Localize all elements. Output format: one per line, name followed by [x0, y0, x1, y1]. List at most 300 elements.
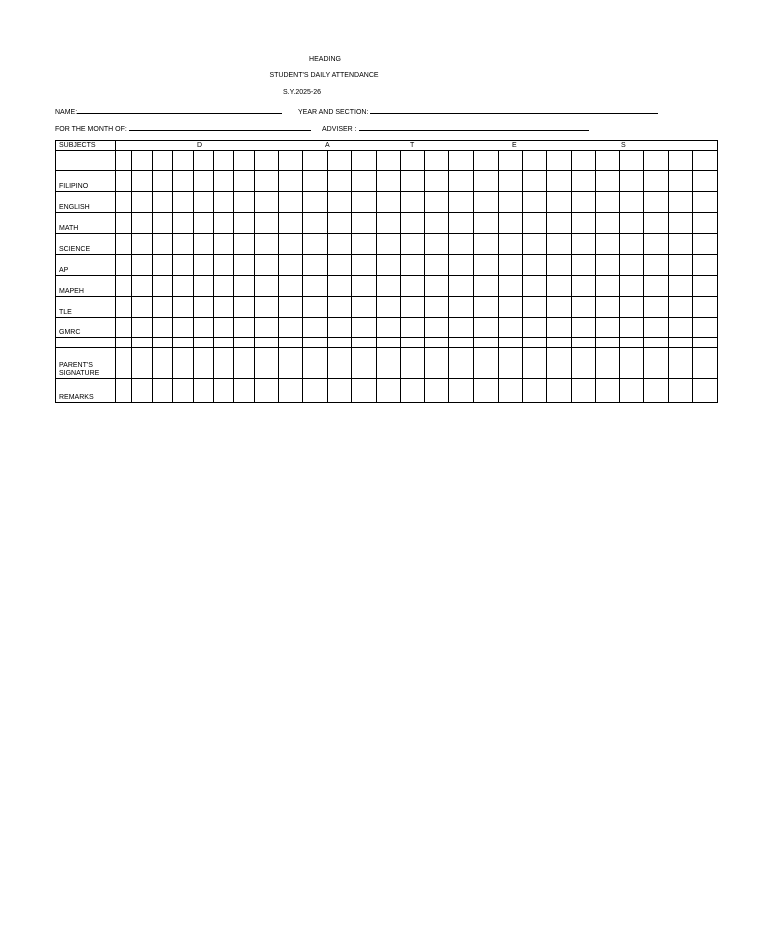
- attendance-cell[interactable]: [669, 255, 693, 276]
- attendance-cell[interactable]: [572, 151, 596, 171]
- attendance-cell[interactable]: [255, 348, 279, 379]
- attendance-cell[interactable]: [153, 318, 173, 338]
- attendance-cell[interactable]: [279, 255, 303, 276]
- attendance-cell[interactable]: [499, 213, 523, 234]
- attendance-cell[interactable]: [693, 276, 718, 297]
- attendance-cell[interactable]: [523, 171, 547, 192]
- attendance-cell[interactable]: [377, 213, 401, 234]
- attendance-cell[interactable]: [116, 297, 132, 318]
- attendance-cell[interactable]: [303, 297, 328, 318]
- attendance-cell[interactable]: [132, 348, 153, 379]
- attendance-cell[interactable]: [279, 213, 303, 234]
- attendance-cell[interactable]: [234, 151, 255, 171]
- attendance-cell[interactable]: [596, 276, 620, 297]
- attendance-cell[interactable]: [572, 255, 596, 276]
- attendance-cell[interactable]: [547, 318, 572, 338]
- attendance-cell[interactable]: [132, 338, 153, 348]
- attendance-cell[interactable]: [669, 276, 693, 297]
- attendance-cell[interactable]: [425, 151, 449, 171]
- attendance-cell[interactable]: [449, 318, 474, 338]
- attendance-cell[interactable]: [234, 276, 255, 297]
- attendance-cell[interactable]: [279, 379, 303, 403]
- attendance-cell[interactable]: [572, 276, 596, 297]
- attendance-cell[interactable]: [474, 234, 499, 255]
- attendance-cell[interactable]: [279, 276, 303, 297]
- attendance-cell[interactable]: [255, 297, 279, 318]
- attendance-cell[interactable]: [547, 151, 572, 171]
- attendance-cell[interactable]: [620, 318, 644, 338]
- attendance-cell[interactable]: [499, 276, 523, 297]
- attendance-cell[interactable]: [173, 338, 194, 348]
- attendance-cell[interactable]: [572, 297, 596, 318]
- attendance-cell[interactable]: [620, 213, 644, 234]
- attendance-cell[interactable]: [401, 213, 425, 234]
- attendance-cell[interactable]: [523, 379, 547, 403]
- attendance-cell[interactable]: [153, 348, 173, 379]
- attendance-cell[interactable]: [644, 297, 669, 318]
- attendance-cell[interactable]: [401, 192, 425, 213]
- attendance-cell[interactable]: [596, 318, 620, 338]
- attendance-cell[interactable]: [153, 171, 173, 192]
- attendance-cell[interactable]: [255, 192, 279, 213]
- attendance-cell[interactable]: [449, 192, 474, 213]
- attendance-cell[interactable]: [401, 338, 425, 348]
- attendance-cell[interactable]: [693, 338, 718, 348]
- attendance-cell[interactable]: [644, 379, 669, 403]
- attendance-cell[interactable]: [214, 348, 234, 379]
- attendance-cell[interactable]: [279, 192, 303, 213]
- attendance-cell[interactable]: [547, 192, 572, 213]
- attendance-cell[interactable]: [596, 213, 620, 234]
- attendance-cell[interactable]: [194, 318, 214, 338]
- attendance-cell[interactable]: [352, 318, 377, 338]
- attendance-cell[interactable]: [173, 213, 194, 234]
- attendance-cell[interactable]: [116, 348, 132, 379]
- attendance-cell[interactable]: [523, 234, 547, 255]
- attendance-cell[interactable]: [377, 297, 401, 318]
- attendance-cell[interactable]: [328, 348, 352, 379]
- attendance-cell[interactable]: [214, 255, 234, 276]
- attendance-cell[interactable]: [153, 276, 173, 297]
- attendance-cell[interactable]: [693, 348, 718, 379]
- attendance-cell[interactable]: [449, 297, 474, 318]
- attendance-cell[interactable]: [474, 338, 499, 348]
- attendance-cell[interactable]: [547, 297, 572, 318]
- attendance-cell[interactable]: [669, 348, 693, 379]
- attendance-cell[interactable]: [523, 318, 547, 338]
- attendance-cell[interactable]: [303, 255, 328, 276]
- attendance-cell[interactable]: [401, 297, 425, 318]
- attendance-cell[interactable]: [499, 318, 523, 338]
- attendance-cell[interactable]: [234, 379, 255, 403]
- attendance-cell[interactable]: [116, 192, 132, 213]
- attendance-cell[interactable]: [194, 255, 214, 276]
- attendance-cell[interactable]: [547, 171, 572, 192]
- attendance-cell[interactable]: [328, 234, 352, 255]
- attendance-cell[interactable]: [116, 234, 132, 255]
- attendance-cell[interactable]: [669, 318, 693, 338]
- attendance-cell[interactable]: [620, 379, 644, 403]
- attendance-cell[interactable]: [303, 234, 328, 255]
- attendance-cell[interactable]: [693, 151, 718, 171]
- attendance-cell[interactable]: [132, 192, 153, 213]
- attendance-cell[interactable]: [596, 171, 620, 192]
- attendance-cell[interactable]: [279, 338, 303, 348]
- attendance-cell[interactable]: [194, 297, 214, 318]
- attendance-cell[interactable]: [644, 151, 669, 171]
- attendance-cell[interactable]: [425, 234, 449, 255]
- attendance-cell[interactable]: [474, 171, 499, 192]
- attendance-cell[interactable]: [474, 297, 499, 318]
- attendance-cell[interactable]: [255, 379, 279, 403]
- attendance-cell[interactable]: [116, 151, 132, 171]
- attendance-cell[interactable]: [328, 171, 352, 192]
- attendance-cell[interactable]: [214, 297, 234, 318]
- attendance-cell[interactable]: [547, 379, 572, 403]
- attendance-cell[interactable]: [547, 234, 572, 255]
- attendance-cell[interactable]: [523, 192, 547, 213]
- attendance-cell[interactable]: [425, 171, 449, 192]
- attendance-cell[interactable]: [572, 379, 596, 403]
- attendance-cell[interactable]: [644, 192, 669, 213]
- attendance-cell[interactable]: [401, 171, 425, 192]
- attendance-cell[interactable]: [303, 276, 328, 297]
- attendance-cell[interactable]: [596, 297, 620, 318]
- attendance-cell[interactable]: [425, 255, 449, 276]
- attendance-cell[interactable]: [328, 318, 352, 338]
- attendance-cell[interactable]: [377, 338, 401, 348]
- attendance-cell[interactable]: [499, 348, 523, 379]
- attendance-cell[interactable]: [194, 171, 214, 192]
- attendance-cell[interactable]: [499, 234, 523, 255]
- attendance-cell[interactable]: [425, 379, 449, 403]
- attendance-cell[interactable]: [620, 338, 644, 348]
- attendance-cell[interactable]: [303, 151, 328, 171]
- attendance-cell[interactable]: [547, 213, 572, 234]
- attendance-cell[interactable]: [669, 213, 693, 234]
- attendance-cell[interactable]: [693, 171, 718, 192]
- attendance-cell[interactable]: [194, 348, 214, 379]
- attendance-cell[interactable]: [255, 255, 279, 276]
- attendance-cell[interactable]: [425, 276, 449, 297]
- adviser-blank[interactable]: [359, 124, 589, 131]
- attendance-cell[interactable]: [153, 192, 173, 213]
- attendance-cell[interactable]: [173, 348, 194, 379]
- attendance-cell[interactable]: [499, 192, 523, 213]
- attendance-cell[interactable]: [596, 338, 620, 348]
- attendance-cell[interactable]: [116, 318, 132, 338]
- attendance-cell[interactable]: [279, 234, 303, 255]
- attendance-cell[interactable]: [352, 171, 377, 192]
- attendance-cell[interactable]: [596, 379, 620, 403]
- attendance-cell[interactable]: [132, 151, 153, 171]
- attendance-cell[interactable]: [303, 192, 328, 213]
- attendance-cell[interactable]: [132, 297, 153, 318]
- attendance-cell[interactable]: [116, 213, 132, 234]
- attendance-cell[interactable]: [132, 234, 153, 255]
- attendance-cell[interactable]: [547, 255, 572, 276]
- attendance-cell[interactable]: [328, 255, 352, 276]
- attendance-cell[interactable]: [116, 255, 132, 276]
- attendance-cell[interactable]: [644, 171, 669, 192]
- attendance-cell[interactable]: [449, 255, 474, 276]
- attendance-cell[interactable]: [303, 379, 328, 403]
- attendance-cell[interactable]: [425, 318, 449, 338]
- attendance-cell[interactable]: [669, 338, 693, 348]
- attendance-cell[interactable]: [449, 348, 474, 379]
- attendance-cell[interactable]: [572, 348, 596, 379]
- attendance-cell[interactable]: [401, 255, 425, 276]
- attendance-cell[interactable]: [255, 234, 279, 255]
- attendance-cell[interactable]: [153, 297, 173, 318]
- attendance-cell[interactable]: [523, 348, 547, 379]
- attendance-cell[interactable]: [693, 213, 718, 234]
- attendance-cell[interactable]: [214, 192, 234, 213]
- attendance-cell[interactable]: [523, 151, 547, 171]
- attendance-cell[interactable]: [328, 338, 352, 348]
- attendance-cell[interactable]: [214, 338, 234, 348]
- attendance-cell[interactable]: [132, 379, 153, 403]
- attendance-cell[interactable]: [234, 213, 255, 234]
- attendance-cell[interactable]: [572, 234, 596, 255]
- attendance-cell[interactable]: [214, 276, 234, 297]
- attendance-cell[interactable]: [352, 297, 377, 318]
- attendance-cell[interactable]: [377, 151, 401, 171]
- attendance-cell[interactable]: [644, 276, 669, 297]
- attendance-cell[interactable]: [352, 255, 377, 276]
- attendance-cell[interactable]: [669, 171, 693, 192]
- attendance-cell[interactable]: [644, 213, 669, 234]
- attendance-cell[interactable]: [499, 151, 523, 171]
- attendance-cell[interactable]: [153, 379, 173, 403]
- attendance-cell[interactable]: [669, 297, 693, 318]
- attendance-cell[interactable]: [279, 297, 303, 318]
- attendance-cell[interactable]: [328, 192, 352, 213]
- attendance-cell[interactable]: [669, 151, 693, 171]
- attendance-cell[interactable]: [693, 192, 718, 213]
- attendance-cell[interactable]: [425, 297, 449, 318]
- attendance-cell[interactable]: [328, 213, 352, 234]
- attendance-cell[interactable]: [303, 213, 328, 234]
- attendance-cell[interactable]: [596, 234, 620, 255]
- attendance-cell[interactable]: [620, 192, 644, 213]
- attendance-cell[interactable]: [352, 379, 377, 403]
- attendance-cell[interactable]: [132, 255, 153, 276]
- attendance-cell[interactable]: [644, 318, 669, 338]
- attendance-cell[interactable]: [255, 151, 279, 171]
- attendance-cell[interactable]: [173, 151, 194, 171]
- attendance-cell[interactable]: [352, 234, 377, 255]
- attendance-cell[interactable]: [352, 151, 377, 171]
- attendance-cell[interactable]: [449, 234, 474, 255]
- attendance-cell[interactable]: [194, 338, 214, 348]
- attendance-cell[interactable]: [116, 338, 132, 348]
- attendance-cell[interactable]: [377, 318, 401, 338]
- attendance-cell[interactable]: [523, 297, 547, 318]
- attendance-cell[interactable]: [425, 348, 449, 379]
- attendance-cell[interactable]: [401, 318, 425, 338]
- attendance-cell[interactable]: [499, 338, 523, 348]
- attendance-cell[interactable]: [173, 297, 194, 318]
- attendance-cell[interactable]: [547, 348, 572, 379]
- attendance-cell[interactable]: [474, 276, 499, 297]
- attendance-cell[interactable]: [377, 276, 401, 297]
- attendance-cell[interactable]: [214, 234, 234, 255]
- attendance-cell[interactable]: [596, 192, 620, 213]
- attendance-cell[interactable]: [620, 255, 644, 276]
- attendance-cell[interactable]: [474, 379, 499, 403]
- attendance-cell[interactable]: [214, 151, 234, 171]
- attendance-cell[interactable]: [255, 171, 279, 192]
- attendance-cell[interactable]: [194, 213, 214, 234]
- attendance-cell[interactable]: [303, 338, 328, 348]
- attendance-cell[interactable]: [377, 192, 401, 213]
- attendance-cell[interactable]: [401, 348, 425, 379]
- attendance-cell[interactable]: [523, 213, 547, 234]
- attendance-cell[interactable]: [620, 348, 644, 379]
- attendance-cell[interactable]: [425, 338, 449, 348]
- attendance-cell[interactable]: [352, 338, 377, 348]
- attendance-cell[interactable]: [194, 276, 214, 297]
- year-section-blank[interactable]: [370, 107, 658, 114]
- attendance-cell[interactable]: [255, 318, 279, 338]
- attendance-cell[interactable]: [352, 213, 377, 234]
- attendance-cell[interactable]: [620, 297, 644, 318]
- attendance-cell[interactable]: [547, 338, 572, 348]
- attendance-cell[interactable]: [214, 379, 234, 403]
- attendance-cell[interactable]: [377, 234, 401, 255]
- attendance-cell[interactable]: [693, 255, 718, 276]
- attendance-cell[interactable]: [328, 276, 352, 297]
- attendance-cell[interactable]: [173, 171, 194, 192]
- attendance-cell[interactable]: [449, 151, 474, 171]
- attendance-cell[interactable]: [214, 171, 234, 192]
- attendance-cell[interactable]: [234, 192, 255, 213]
- attendance-cell[interactable]: [132, 318, 153, 338]
- attendance-cell[interactable]: [173, 192, 194, 213]
- attendance-cell[interactable]: [425, 213, 449, 234]
- attendance-cell[interactable]: [234, 255, 255, 276]
- attendance-cell[interactable]: [523, 255, 547, 276]
- attendance-cell[interactable]: [234, 234, 255, 255]
- attendance-cell[interactable]: [572, 338, 596, 348]
- attendance-cell[interactable]: [116, 171, 132, 192]
- attendance-cell[interactable]: [474, 318, 499, 338]
- attendance-cell[interactable]: [499, 171, 523, 192]
- attendance-cell[interactable]: [173, 379, 194, 403]
- attendance-cell[interactable]: [153, 213, 173, 234]
- attendance-cell[interactable]: [116, 379, 132, 403]
- attendance-cell[interactable]: [620, 151, 644, 171]
- attendance-cell[interactable]: [644, 234, 669, 255]
- attendance-cell[interactable]: [572, 213, 596, 234]
- attendance-cell[interactable]: [572, 171, 596, 192]
- attendance-cell[interactable]: [234, 338, 255, 348]
- attendance-cell[interactable]: [303, 318, 328, 338]
- attendance-cell[interactable]: [449, 276, 474, 297]
- attendance-cell[interactable]: [279, 348, 303, 379]
- attendance-cell[interactable]: [596, 151, 620, 171]
- attendance-cell[interactable]: [153, 234, 173, 255]
- attendance-cell[interactable]: [449, 379, 474, 403]
- attendance-cell[interactable]: [214, 318, 234, 338]
- attendance-cell[interactable]: [153, 255, 173, 276]
- attendance-cell[interactable]: [401, 379, 425, 403]
- attendance-cell[interactable]: [620, 234, 644, 255]
- attendance-cell[interactable]: [644, 338, 669, 348]
- attendance-cell[interactable]: [401, 276, 425, 297]
- attendance-cell[interactable]: [425, 192, 449, 213]
- attendance-cell[interactable]: [401, 234, 425, 255]
- attendance-cell[interactable]: [572, 192, 596, 213]
- attendance-cell[interactable]: [449, 338, 474, 348]
- attendance-cell[interactable]: [474, 213, 499, 234]
- attendance-cell[interactable]: [499, 379, 523, 403]
- attendance-cell[interactable]: [328, 151, 352, 171]
- attendance-cell[interactable]: [173, 276, 194, 297]
- attendance-cell[interactable]: [255, 276, 279, 297]
- attendance-cell[interactable]: [303, 348, 328, 379]
- attendance-cell[interactable]: [693, 379, 718, 403]
- month-blank[interactable]: [129, 124, 311, 131]
- attendance-cell[interactable]: [352, 348, 377, 379]
- attendance-cell[interactable]: [547, 276, 572, 297]
- attendance-cell[interactable]: [352, 276, 377, 297]
- attendance-cell[interactable]: [255, 213, 279, 234]
- attendance-cell[interactable]: [669, 379, 693, 403]
- attendance-cell[interactable]: [596, 348, 620, 379]
- attendance-cell[interactable]: [173, 255, 194, 276]
- attendance-cell[interactable]: [523, 338, 547, 348]
- attendance-cell[interactable]: [644, 348, 669, 379]
- attendance-cell[interactable]: [377, 348, 401, 379]
- attendance-cell[interactable]: [377, 255, 401, 276]
- attendance-cell[interactable]: [279, 151, 303, 171]
- attendance-cell[interactable]: [194, 151, 214, 171]
- attendance-cell[interactable]: [377, 171, 401, 192]
- attendance-cell[interactable]: [194, 234, 214, 255]
- attendance-cell[interactable]: [328, 297, 352, 318]
- attendance-cell[interactable]: [214, 213, 234, 234]
- attendance-cell[interactable]: [132, 276, 153, 297]
- attendance-cell[interactable]: [352, 192, 377, 213]
- attendance-cell[interactable]: [132, 171, 153, 192]
- attendance-cell[interactable]: [572, 318, 596, 338]
- attendance-cell[interactable]: [474, 192, 499, 213]
- attendance-cell[interactable]: [644, 255, 669, 276]
- attendance-cell[interactable]: [132, 213, 153, 234]
- attendance-cell[interactable]: [474, 151, 499, 171]
- attendance-cell[interactable]: [377, 379, 401, 403]
- attendance-cell[interactable]: [234, 318, 255, 338]
- attendance-cell[interactable]: [303, 171, 328, 192]
- attendance-cell[interactable]: [234, 297, 255, 318]
- attendance-cell[interactable]: [596, 255, 620, 276]
- attendance-cell[interactable]: [499, 297, 523, 318]
- attendance-cell[interactable]: [194, 379, 214, 403]
- attendance-cell[interactable]: [620, 276, 644, 297]
- attendance-cell[interactable]: [401, 151, 425, 171]
- attendance-cell[interactable]: [173, 234, 194, 255]
- attendance-cell[interactable]: [328, 379, 352, 403]
- attendance-cell[interactable]: [474, 255, 499, 276]
- attendance-cell[interactable]: [153, 338, 173, 348]
- attendance-cell[interactable]: [153, 151, 173, 171]
- attendance-cell[interactable]: [523, 276, 547, 297]
- attendance-cell[interactable]: [693, 234, 718, 255]
- attendance-cell[interactable]: [449, 213, 474, 234]
- attendance-cell[interactable]: [279, 318, 303, 338]
